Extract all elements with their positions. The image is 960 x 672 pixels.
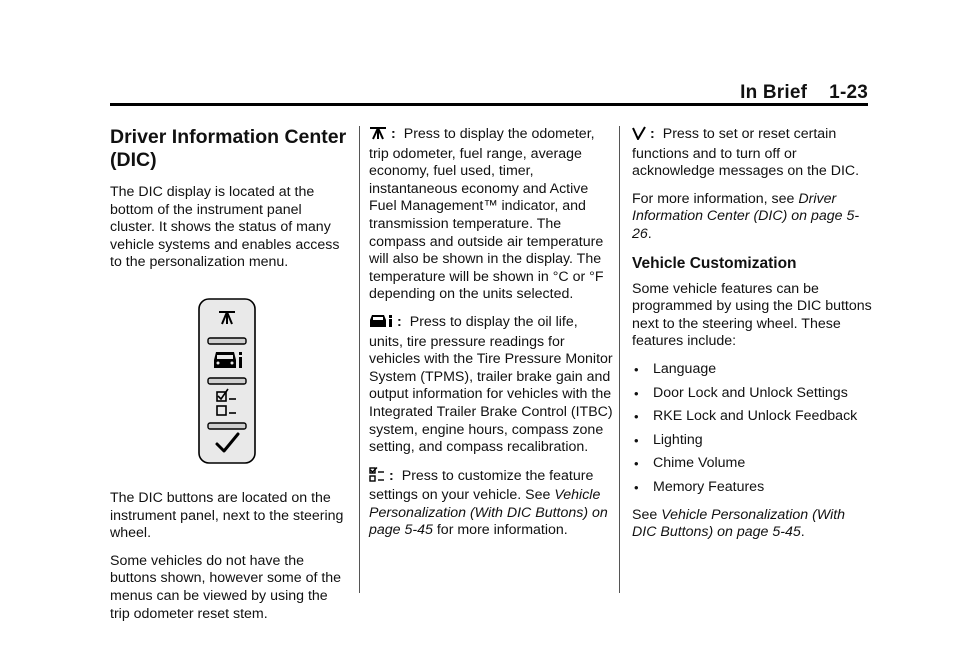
dic-buttons-location-paragraph: The DIC buttons are located on the instrument panel, next to the steering wheel. — [110, 489, 344, 542]
list-item: • Language — [632, 361, 872, 379]
glyph-colon: : — [389, 467, 394, 484]
glyph-colon: : — [397, 313, 402, 330]
list-item: • RKE Lock and Unlock Feedback — [632, 408, 872, 426]
trip-odometer-icon — [369, 126, 387, 146]
customization-button-description — [369, 467, 613, 540]
column-1 — [110, 126, 350, 633]
vehicle-personalization-link[interactable]: Vehicle Personalization (With DIC Buttons) on page 5-45 — [632, 506, 846, 541]
trip-description-text: Press to display the odometer, trip odometer, fuel range, average economy, fuel used, timer, instantaneous economy and Active Fuel Management™ indicator, and transmission temperature. The compass and outside air temperature will also be shown in the display. The temperature will be shown in °C or °F depending on the units selected. — [369, 126, 604, 303]
column-divider-2 — [619, 126, 620, 593]
column-3 — [632, 126, 872, 552]
trip-stem-paragraph: Some vehicles do not have the buttons shown, however some of the menus can be viewed by using the trip odometer reset stem. — [110, 552, 342, 622]
running-header — [740, 82, 868, 104]
list-item: • Chime Volume — [632, 455, 872, 473]
customization-intro-paragraph: Some vehicle features can be programmed by using the DIC buttons next to the steering wheel. These features include: — [632, 280, 872, 350]
list-item: • Memory Features — [632, 479, 872, 497]
column-2 — [369, 126, 613, 550]
see-text: See — [632, 506, 658, 523]
vehicle-customization-heading: Vehicle Customization — [632, 254, 797, 272]
checkmark-icon — [632, 126, 646, 146]
vehicle-info-button-description — [369, 314, 613, 457]
glyph-colon: : — [391, 126, 396, 142]
dic-buttons-illustration — [198, 298, 256, 464]
list-item: • Door Lock and Unlock Settings — [632, 385, 872, 403]
customization-description-text: Press to customize the feature settings on your vehicle. See — [369, 467, 594, 504]
section-heading: Driver Information Center (DIC) — [110, 126, 347, 171]
header-rule — [110, 103, 868, 106]
column-divider-1 — [359, 126, 360, 593]
glyph-colon: : — [650, 126, 655, 142]
set-reset-description-text: Press to set or reset certain functions and to turn off or acknowledge messages on the DIC. — [632, 126, 860, 180]
header-section: In Brief — [740, 82, 808, 103]
dic-display-paragraph: The DIC display is located at the bottom of the instrument panel cluster. It shows the status of many vehicle systems and enables access to the personalization menu. — [110, 184, 340, 271]
set-reset-button-description — [632, 126, 872, 181]
customization-icon — [369, 467, 385, 488]
see-end: . — [800, 524, 805, 541]
vehicle-info-description-text: Press to display the oil life, units, tire pressure readings for vehicles with the Tire Pressure Monitor System (TPMS), trailer brake gain and output information for vehicles with the Integrated Trailer Brake Control (ITBC) system, engine hours, compass zone setting, and compass recalibration. — [369, 313, 613, 456]
customization-description-end: for more information. — [436, 522, 568, 539]
feature-list — [632, 361, 872, 497]
trip-button-description — [369, 126, 613, 304]
vehicle-information-icon — [369, 314, 393, 334]
more-information-paragraph — [632, 191, 872, 244]
more-information-text: For more information, see — [632, 190, 795, 207]
list-item: • Lighting — [632, 432, 872, 450]
header-page-number: 1-23 — [829, 82, 868, 103]
dic-reference-link[interactable]: Driver Information Center (DIC) on page 5-26 — [632, 190, 860, 242]
more-information-end: . — [647, 225, 652, 242]
vehicle-personalization-link[interactable]: Vehicle Personalization (With DIC Buttons) on page 5-45 — [369, 487, 608, 539]
see-reference-paragraph — [632, 507, 872, 542]
